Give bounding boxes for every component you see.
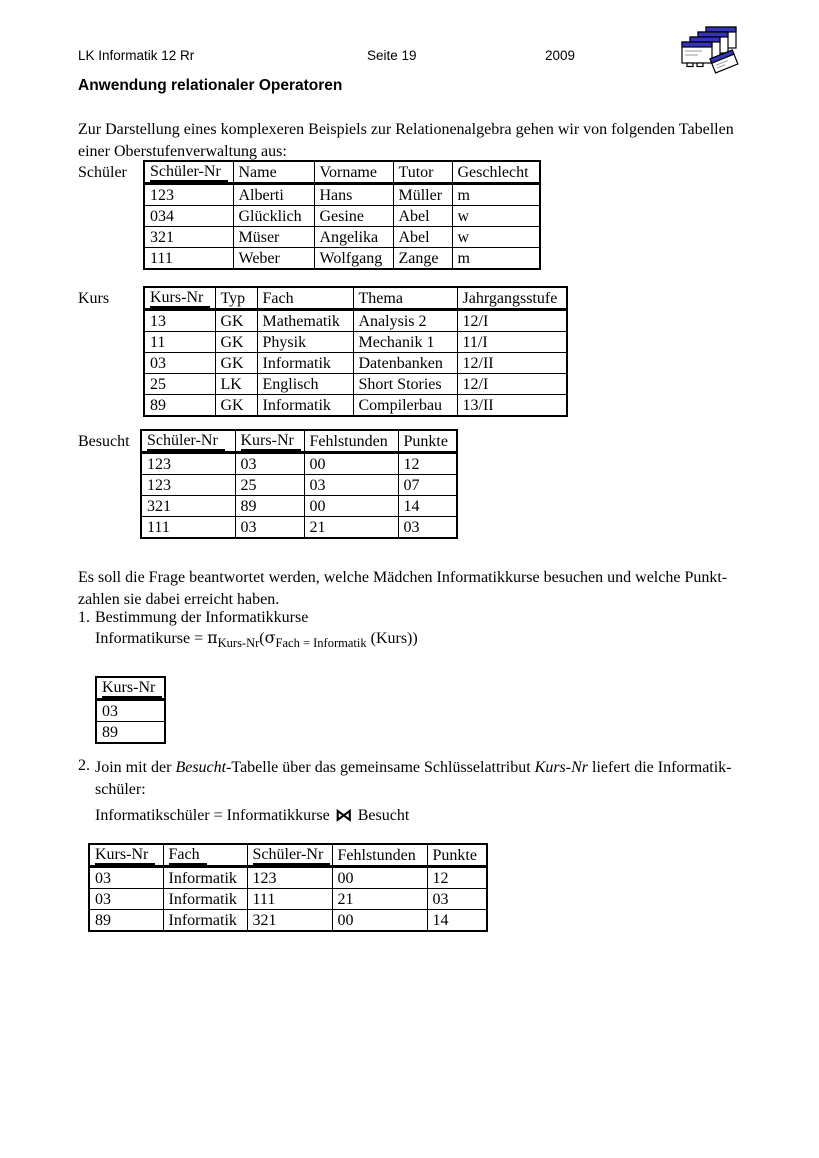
header-course: LK Informatik 12 Rr [78, 48, 195, 63]
schueler-table-label: Schüler [78, 164, 127, 181]
table-cell: 89 [235, 496, 304, 517]
table-cell: 111 [247, 889, 332, 910]
schueler-table [143, 160, 541, 270]
table-row [144, 248, 540, 270]
table-cell: GK [215, 395, 257, 417]
table-cell: 123 [141, 475, 235, 496]
informatikkurse-table [95, 676, 166, 744]
page-header [0, 48, 819, 66]
column-header: Fehlstunden [332, 844, 427, 867]
column-header: Schüler-Nr [247, 844, 332, 867]
table-cell: 03 [89, 889, 163, 910]
cardfile-stack-icon [681, 26, 741, 76]
table-row [141, 475, 457, 496]
table-cell: GK [215, 310, 257, 332]
table-row [144, 227, 540, 248]
table-cell: Physik [257, 332, 353, 353]
besucht-table [140, 429, 458, 539]
kurs-table [143, 286, 568, 417]
step2-t1: Join mit der [95, 759, 176, 776]
table-cell: 03 [96, 700, 165, 722]
step2-heading [78, 757, 778, 801]
table-cell: Short Stories [353, 374, 457, 395]
table-cell: 14 [398, 496, 457, 517]
formula1-tail: (Kurs)) [366, 630, 418, 647]
table-cell: Weber [233, 248, 314, 270]
table-cell: 321 [144, 227, 233, 248]
intro-paragraph [78, 119, 778, 163]
step1-formula [95, 628, 418, 648]
column-header: Schüler-Nr [141, 430, 235, 453]
table-cell: 11/I [457, 332, 567, 353]
table-cell: 11 [144, 332, 215, 353]
table-row [96, 700, 165, 722]
column-header: Thema [353, 287, 457, 310]
table-cell: 123 [144, 184, 233, 206]
table-row [141, 496, 457, 517]
table-cell: Compilerbau [353, 395, 457, 417]
table-cell: Mathematik [257, 310, 353, 332]
table-cell: Informatik [163, 867, 247, 889]
step2-line2: schüler: [95, 781, 146, 798]
column-header: Punkte [427, 844, 487, 867]
step2-t2: -Tabelle über das gemeinsame Schlüsselattribut [226, 759, 535, 776]
formula2-left: Informatikkurse [226, 807, 330, 824]
formula1-open-paren: ( [259, 630, 265, 647]
sigma-subscript: Fach = Informatik [275, 636, 367, 650]
table-cell: 21 [304, 517, 398, 539]
table-cell: Müller [393, 184, 452, 206]
table-cell: 07 [398, 475, 457, 496]
table-cell: 034 [144, 206, 233, 227]
table-cell: 14 [427, 910, 487, 932]
table-cell: 12 [427, 867, 487, 889]
column-header: Fach [257, 287, 353, 310]
table-cell: 25 [144, 374, 215, 395]
table-cell: Informatik [257, 395, 353, 417]
column-header: Tutor [393, 161, 452, 184]
column-header: Kurs-Nr [89, 844, 163, 867]
table-cell: 12/II [457, 353, 567, 374]
table-cell: Hans [314, 184, 393, 206]
table-row [144, 374, 567, 395]
formula2-equals: = [209, 807, 227, 824]
column-header: Punkte [398, 430, 457, 453]
table-cell: 21 [332, 889, 427, 910]
table-cell: 03 [427, 889, 487, 910]
table-cell: 25 [235, 475, 304, 496]
table-cell: 111 [141, 517, 235, 539]
table-cell: Alberti [233, 184, 314, 206]
table-cell: 03 [304, 475, 398, 496]
table-cell: 89 [96, 722, 165, 744]
table-cell: m [452, 184, 540, 206]
table-cell: 12 [398, 453, 457, 475]
informatikschueler-table-block [88, 843, 488, 932]
table-cell: 03 [144, 353, 215, 374]
informatikschueler-table [88, 843, 488, 932]
informatikkurse-table-block [95, 676, 166, 744]
join-operator-icon: ⋈ [334, 805, 353, 826]
schueler-table-block [78, 160, 541, 270]
table-cell: m [452, 248, 540, 270]
table-row [144, 310, 567, 332]
step1-heading [78, 607, 308, 629]
column-header: Fehlstunden [304, 430, 398, 453]
formula1-equals: = [190, 630, 208, 647]
table-cell: Wolfgang [314, 248, 393, 270]
column-header: Jahrgangsstufe [457, 287, 567, 310]
table-cell: 12/I [457, 310, 567, 332]
table-cell: 89 [89, 910, 163, 932]
intro-line2: einer Oberstufenverwaltung aus: [78, 143, 287, 160]
column-header: Fach [163, 844, 247, 867]
table-row [89, 910, 487, 932]
table-row [89, 889, 487, 910]
table-cell: 123 [141, 453, 235, 475]
column-header: Kurs-Nr [144, 287, 215, 310]
table-row [144, 395, 567, 417]
table-row [141, 517, 457, 539]
pi-subscript: Kurs-Nr [217, 636, 260, 650]
table-cell: GK [215, 353, 257, 374]
question-paragraph [78, 567, 778, 611]
table-cell: 89 [144, 395, 215, 417]
table-cell: Abel [393, 206, 452, 227]
step2-number: 2. [78, 757, 90, 774]
column-header: Vorname [314, 161, 393, 184]
table-row [144, 332, 567, 353]
table-cell: 13/II [457, 395, 567, 417]
table-cell: 00 [304, 453, 398, 475]
header-row [141, 430, 457, 453]
table-row [96, 722, 165, 744]
header-page-number: Seite 19 [367, 48, 417, 63]
kurs-table-label: Kurs [78, 290, 110, 307]
table-cell: GK [215, 332, 257, 353]
pi-operator: π [207, 628, 218, 647]
besucht-table-block [78, 429, 458, 539]
sigma-operator: σ [264, 628, 276, 647]
step2-formula [95, 804, 409, 825]
besucht-table-label: Besucht [78, 433, 130, 450]
header-year: 2009 [545, 48, 576, 63]
table-cell: 03 [235, 517, 304, 539]
table-cell: 00 [332, 910, 427, 932]
column-header: Schüler-Nr [144, 161, 233, 184]
table-cell: Glücklich [233, 206, 314, 227]
step2-kursnr-italic: Kurs-Nr [534, 759, 589, 776]
table-row [89, 867, 487, 889]
table-cell: Analysis 2 [353, 310, 457, 332]
table-cell: Informatik [163, 889, 247, 910]
column-header: Kurs-Nr [235, 430, 304, 453]
table-cell: 12/I [457, 374, 567, 395]
table-cell: Angelika [314, 227, 393, 248]
table-cell: Datenbanken [353, 353, 457, 374]
table-cell: 123 [247, 867, 332, 889]
question-line2: zahlen sie dabei erreicht haben. [78, 591, 280, 608]
table-row [141, 453, 457, 475]
column-header: Kurs-Nr [96, 677, 165, 700]
step2-t3: liefert die Informatik- [588, 759, 732, 776]
table-cell: 321 [141, 496, 235, 517]
column-header: Name [233, 161, 314, 184]
kurs-table-block [78, 286, 568, 417]
table-cell: Abel [393, 227, 452, 248]
table-cell: w [452, 227, 540, 248]
table-row [144, 353, 567, 374]
table-cell: Müser [233, 227, 314, 248]
step1-number: 1. [78, 609, 90, 626]
table-cell: Mechanik 1 [353, 332, 457, 353]
table-cell: 00 [332, 867, 427, 889]
page-title: Anwendung relationaler Operatoren [78, 77, 343, 94]
step1-heading-text: Bestimmung der Informatikkurse [95, 609, 309, 626]
table-cell: Zange [393, 248, 452, 270]
table-cell: Englisch [257, 374, 353, 395]
step2-text [95, 757, 765, 801]
header-row [96, 677, 165, 700]
step2-besucht-italic: Besucht [175, 759, 227, 776]
table-cell: Informatik [257, 353, 353, 374]
table-cell: 13 [144, 310, 215, 332]
intro-line1: Zur Darstellung eines komplexeren Beispiels zur Relationenalgebra gehen wir von folgenden Tabellen [78, 121, 734, 138]
header-row [144, 161, 540, 184]
table-cell: 00 [304, 496, 398, 517]
table-cell: w [452, 206, 540, 227]
table-cell: 03 [398, 517, 457, 539]
formula1-lhs: Informatikurse [95, 630, 191, 647]
table-row [144, 184, 540, 206]
table-cell: 03 [235, 453, 304, 475]
header-row [144, 287, 567, 310]
question-line1: Es soll die Frage beantwortet werden, welche Mädchen Informatikkurse besuchen und welche Punkt- [78, 569, 728, 586]
column-header: Geschlecht [452, 161, 540, 184]
column-header: Typ [215, 287, 257, 310]
table-cell: 321 [247, 910, 332, 932]
table-cell: Informatik [163, 910, 247, 932]
formula2-lhs: Informatikschüler [95, 807, 210, 824]
table-cell: 03 [89, 867, 163, 889]
table-row [144, 206, 540, 227]
table-cell: 111 [144, 248, 233, 270]
table-cell: Gesine [314, 206, 393, 227]
formula2-right: Besucht [357, 807, 410, 824]
table-cell: LK [215, 374, 257, 395]
header-row [89, 844, 487, 867]
